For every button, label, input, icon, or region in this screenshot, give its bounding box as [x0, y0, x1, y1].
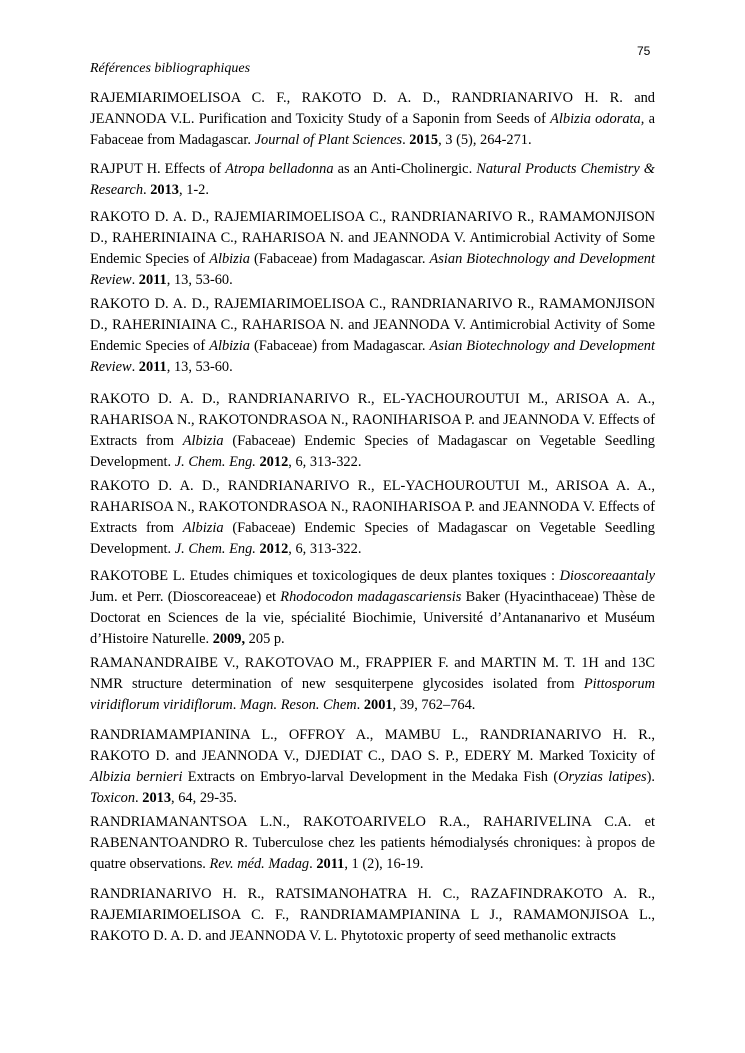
text-run: . [135, 790, 143, 806]
text-run: RANDRIAMAMPIANINA L., OFFROY A., MAMBU L., RANDRIANARIVO H. R., RAKOTO D. and JEANNODA V., DJEDIAT C., DAO S. P., EDERY M. Marked Toxicity of [90, 727, 655, 764]
text-run: RAJEMIARIMOELISOA C. F., RAKOTO D. A. D., RANDRIANARIVO H. R. and JEANNODA V.L. Purification and Toxicity Study of a Saponin from Seeds of [90, 90, 655, 127]
text-run: ). [646, 769, 655, 785]
text-run: (Fabaceae) Endemic Species of Madagascar on Vegetable Seedling Development. [90, 520, 655, 557]
italic-run: Albizia [209, 338, 250, 354]
bold-run: 2015 [409, 132, 439, 148]
italic-run: J. Chem. Eng. [174, 454, 256, 470]
bold-run: 2011 [316, 856, 345, 872]
text-run: , 64, 29-35. [171, 790, 237, 806]
text-run: . [402, 132, 410, 148]
italic-run: Albizia [182, 520, 224, 536]
text-run: . [356, 697, 364, 713]
text-run: . [131, 359, 139, 375]
italic-run: Dioscoreaantaly [559, 568, 655, 584]
text-run: . [309, 856, 317, 872]
reference-entry [90, 159, 655, 201]
text-run: as an Anti-Cholinergic. [333, 161, 477, 177]
bold-run: 2012 [259, 541, 289, 557]
bold-run: 2012 [259, 454, 289, 470]
text-run: , 1-2. [179, 182, 209, 198]
reference-entry [90, 725, 655, 809]
bold-run: 2009, [212, 631, 246, 647]
text-run: , 6, 313-322. [288, 541, 362, 557]
text-run: , 39, 762–764. [392, 697, 476, 713]
bold-run: 2001 [363, 697, 393, 713]
text-run: Baker (Hyacinthaceae) Thèse de Doctorat en Sciences de la vie, spécialité Biochimie, Université d’Antananarivo et Muséum d’Histoire Naturelle. [90, 589, 655, 647]
reference-entry [90, 653, 655, 716]
text-run: RANDRIANARIVO H. R., RATSIMANOHATRA H. C., RAZAFINDRAKOTO A. R., RAJEMIARIMOELISOA C. F., RANDRIAMAMPIANINA L J., RAMAMONJISOA L., RAKOTO D. A. D. and JEANNODA V. L. Phytotoxic property of seed methanolic extracts [90, 886, 655, 944]
italic-run: Oryzias latipes [558, 769, 647, 785]
text-run: (Fabaceae) Endemic Species of Madagascar on Vegetable Seedling Development. [90, 433, 655, 470]
page-number: 75 [637, 44, 651, 58]
reference-entry [90, 88, 655, 151]
text-run: , 3 (5), 264-271. [438, 132, 532, 148]
text-run: 205 p. [245, 631, 285, 647]
text-run: Jum. et Perr. (Dioscoreaceae) et [90, 589, 281, 605]
text-run: (Fabaceae) from Madagascar. [249, 251, 430, 267]
text-run: RAKOTO D. A. D., RAJEMIARIMOELISOA C., RANDRIANARIVO R., RAMAMONJISON D., RAHERINIAINA C., RAHARISOA N. and JEANNODA V. Antimicrobial Activity of Some Endemic Species of [90, 296, 655, 354]
text-run: , 13, 53-60. [166, 272, 233, 288]
reference-entry [90, 884, 655, 947]
reference-entry [90, 812, 655, 875]
text-run: RANDRIAMANANTSOA L.N., RAKOTOARIVELO R.A., RAHARIVELINA C.A. et RABENANTOANDRO R. Tuberculose chez les patients hémodialysés chroniques: à propos de quatre observations. [90, 814, 655, 872]
reference-entry [90, 389, 655, 473]
italic-run: Asian Biotechnology and Development Review [90, 338, 655, 375]
bold-run: 2013 [142, 790, 172, 806]
italic-run: Atropa belladonna [225, 161, 334, 177]
text-run: . [232, 697, 240, 713]
italic-run: Toxicon [90, 790, 136, 806]
italic-run: Natural Products Chemistry & Research [90, 161, 655, 198]
text-run: Extracts on Embryo-larval Development in the Medaka Fish ( [182, 769, 559, 785]
reference-entry [90, 476, 655, 560]
text-run: RAKOTOBE L. Etudes chimiques et toxicologiques de deux plantes toxiques : [90, 568, 560, 584]
text-run: RAKOTO D. A. D., RANDRIANARIVO R., EL-YACHOUROUTUI M., ARISOA A. A., RAHARISOA N., RAKOTONDRASOA N., RAONIHARISOA P. and JEANNODA V. Effects of Extracts from [90, 391, 655, 449]
reference-entry [90, 294, 655, 378]
italic-run: Albizia odorata, [550, 111, 645, 127]
italic-run: Albizia [209, 251, 250, 267]
text-run: . [143, 182, 151, 198]
text-run: , 1 (2), 16-19. [344, 856, 424, 872]
text-run: , 6, 313-322. [288, 454, 362, 470]
text-run: , 13, 53-60. [166, 359, 233, 375]
bold-run: 2013 [150, 182, 179, 198]
bold-run: 2011 [138, 272, 167, 288]
italic-run: Albizia [182, 433, 224, 449]
text-run: (Fabaceae) from Madagascar. [249, 338, 430, 354]
text-run: a Fabaceae from Madagascar. [90, 111, 655, 148]
italic-run: Pittosporum viridiflorum viridiflorum [90, 676, 655, 713]
italic-run: Rev. méd. Madag [209, 856, 310, 872]
italic-run: Rhodocodon madagascariensis [280, 589, 462, 605]
italic-run: Journal of Plant Sciences [254, 132, 403, 148]
text-run: RAMANANDRAIBE V., RAKOTOVAO M., FRAPPIER F. and MARTIN M. T. 1H and 13C NMR structure determination of new sesquiterpene glycosides isolated from [90, 655, 655, 692]
italic-run: Albizia bernieri [90, 769, 183, 785]
italic-run: Asian Biotechnology and Development Review [90, 251, 655, 288]
reference-entry [90, 207, 655, 291]
section-title: Références bibliographiques [90, 61, 251, 76]
text-run: RAKOTO D. A. D., RAJEMIARIMOELISOA C., RANDRIANARIVO R., RAMAMONJISON D., RAHERINIAINA C., RAHARISOA N. and JEANNODA V. Antimicrobial Activity of Some Endemic Species of [90, 209, 655, 267]
italic-run: J. Chem. Eng. [174, 541, 256, 557]
text-run: RAJPUT H. Effects of [90, 161, 226, 177]
text-run: RAKOTO D. A. D., RANDRIANARIVO R., EL-YACHOUROUTUI M., ARISOA A. A., RAHARISOA N., RAKOTONDRASOA N., RAONIHARISOA P. and JEANNODA V. Effects of Extracts from [90, 478, 655, 536]
bold-run: 2011 [138, 359, 167, 375]
italic-run: Magn. Reson. Chem [239, 697, 357, 713]
reference-entry [90, 566, 655, 650]
text-run: . [131, 272, 139, 288]
